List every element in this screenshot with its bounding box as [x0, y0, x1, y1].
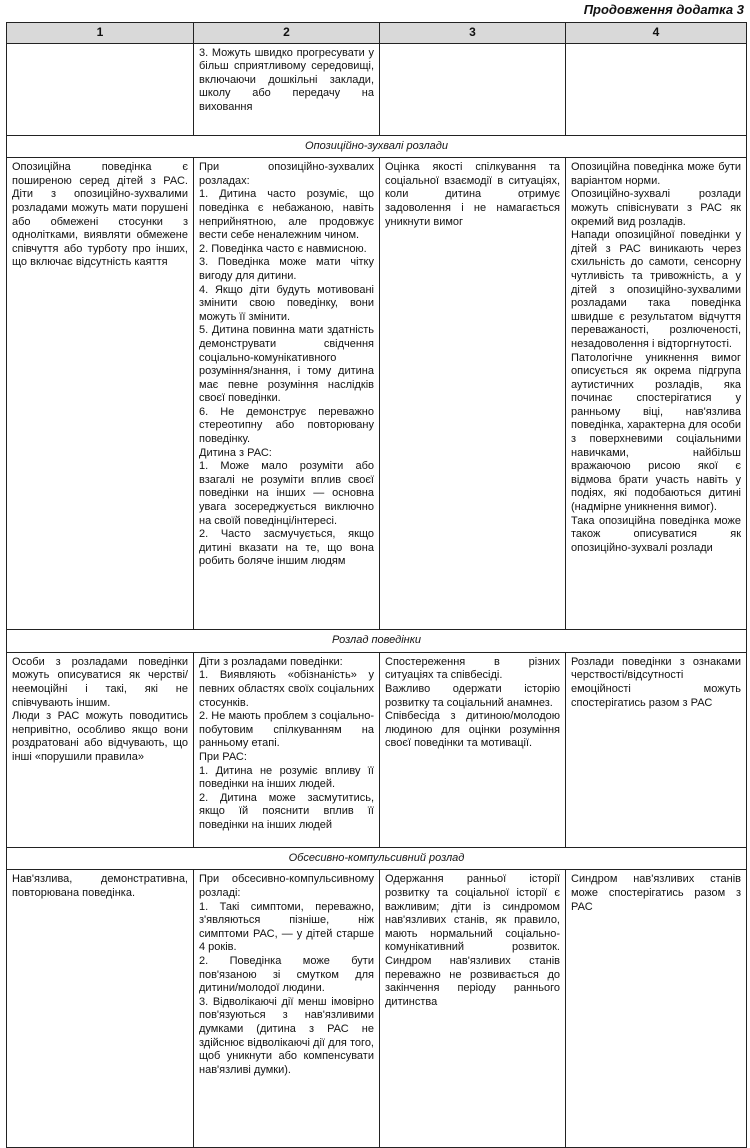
- cell-paragraph: Така опозиційна поведінка може також описуватися як опозиційно-зухвалі розлади: [571, 514, 741, 554]
- section-title: Опозиційно-зухвалі розлади: [7, 135, 747, 158]
- table-row: [7, 870, 747, 1148]
- cell-paragraph: Розлади поведінки з ознаками черствості/відсутності емоційності можуть спостерігатись разом з РАС: [571, 655, 741, 709]
- table-cell: [194, 43, 380, 135]
- column-header: 1: [7, 23, 194, 44]
- cell-paragraph: 2. Часто засмучується, якщо дитині вказати на те, що вона робить боляче іншим людям: [199, 528, 374, 568]
- table-cell: [194, 870, 380, 1148]
- cell-paragraph: Нав'язлива, демонстративна, повторювана поведінка.: [12, 873, 188, 899]
- table-body: [7, 43, 747, 1148]
- table-cell: [7, 43, 194, 135]
- table-cell: [7, 652, 194, 847]
- cell-paragraph: Напади опозиційної поведінки у дітей з РАС виникають через схильність до самоти, сенсорну чутливість та тривожність, а у дітей з опозиційно-зухвалими розладами така поведінка швидше є результатом відчуття переважаності, розлюченості, незадоволення і відторгнутості.: [571, 229, 741, 350]
- cell-paragraph: 1. Такі симптоми, переважно, з'являються пізніше, ніж симптоми РАС, — у дітей старше 4 років.: [199, 900, 374, 954]
- cell-paragraph: 1. Дитина часто розуміє, що поведінка є небажаною, навіть неприйнятною, але продовжує вести себе неналежним чином.: [199, 188, 374, 242]
- cell-paragraph: Співбесіда з дитиною/молодою людиною для оцінки розуміння своєї поведінки та мотивації.: [385, 710, 560, 750]
- cell-paragraph: Важливо одержати історію розвитку та соціальний анамнез.: [385, 682, 560, 709]
- cell-paragraph: 1. Дитина не розуміє впливу її поведінки на інших людей.: [199, 764, 374, 791]
- cell-paragraph: 4. Якщо діти будуть мотивовані змінити свою поведінку, вони можуть її змінити.: [199, 283, 374, 323]
- cell-paragraph: Особи з розладами поведінки можуть описуватися як черстві/неемоційні і такі, які не співчувають іншим.: [12, 655, 188, 709]
- section-title: Розлад поведінки: [7, 630, 747, 653]
- table-row: [7, 158, 747, 630]
- cell-paragraph: При РАС:: [199, 750, 247, 763]
- table-cell: [566, 43, 747, 135]
- table-row: [7, 652, 747, 847]
- cell-paragraph: 6. Не демонструє переважно стереотипну або повторювану поведінку.: [199, 405, 374, 446]
- header-row: [7, 23, 747, 44]
- cell-paragraph: Люди з РАС можуть поводитись непривітно, особливо якщо вони роздратовані або відчувають, що інші «порушили правила»: [12, 710, 188, 763]
- table-cell: [7, 870, 194, 1148]
- cell-paragraph: 3. Можуть швидко прогресувати у більш сприятливому середовищі, включаючи дошкільні заклади, школу або передачу на виховання: [199, 46, 374, 113]
- cell-paragraph: Одержання ранньої історії розвитку та соціальної історії є важливим; діти із синдромом нав'язливих станів, як правило, мають нормальний соціально-комунікативний розвиток. Синдром нав'язливих станів переважно не розвивається до закінчення періоду раннього дитинства: [385, 873, 560, 1008]
- cell-paragraph: При обсесивно-компульсивному розладі:: [199, 873, 374, 899]
- cell-paragraph: 3. Поведінка може мати чітку вигоду для дитини.: [199, 256, 374, 282]
- cell-paragraph: Оцінка якості спілкування та соціальної взаємодії в ситуаціях, коли дитина отримує задоволення і не намагається уникнути вимог: [385, 161, 560, 228]
- table-cell: [194, 652, 380, 847]
- cell-paragraph: Патологічне уникнення вимог описується як окрема підгрупа аутистичних розладів, яка починає спостерігатися у ранньому віці, нав'язлива поведінка, характерна для особи з поверхневими соціальними навичками, найбільш вражаючою рисою якої є відмова брати участь навіть у подіях, які подобаються дитині (надмірне уникнення вимог).: [571, 351, 741, 514]
- column-header: 3: [380, 23, 566, 44]
- column-header: 4: [566, 23, 747, 44]
- section-row: [7, 847, 747, 870]
- cell-paragraph: 2. Дитина може засмутитись, якщо їй пояснити вплив її поведінки на інших людей: [199, 791, 374, 831]
- table-cell: [380, 870, 566, 1148]
- cell-paragraph: Дитина з РАС:: [199, 446, 272, 459]
- cell-paragraph: Опозиційна поведінка є поширеною серед дітей з РАС. Діти з опозиційно-зухвалими розладами можуть мати порушені або обмежені стосунки з однолітками, виявляти обмежене співчуття або турботу про інших, що включає відсутність каяття: [12, 161, 188, 269]
- cell-paragraph: 1. Може мало розуміти або взагалі не розуміти вплив своєї поведінки на інших — основна увага зосереджується виключно на своїй поведінці/інтересі.: [199, 460, 374, 527]
- table-cell: [380, 158, 566, 630]
- table-cell: [566, 870, 747, 1148]
- cell-paragraph: При опозиційно-зухвалих розладах:: [199, 161, 374, 187]
- cell-paragraph: Спостереження в різних ситуаціях та співбесіді.: [385, 655, 560, 682]
- table-cell: [380, 652, 566, 847]
- cell-paragraph: 2. Не мають проблем з соціально-побутовим спілкуванням на ранньому етапі.: [199, 710, 374, 750]
- column-header: 2: [194, 23, 380, 44]
- cell-paragraph: Синдром нав'язливих станів може спостерігатись разом з РАС: [571, 873, 741, 913]
- section-row: [7, 630, 747, 653]
- cell-paragraph: 2. Поведінка може бути пов'язаною зі смутком для дитини/молодої людини.: [199, 954, 374, 995]
- cell-paragraph: Опозиційно-зухвалі розлади можуть співіснувати з РАС як окремий вид розладів.: [571, 188, 741, 228]
- cell-paragraph: 1. Виявляють «обізнаність» у певних областях своїх соціальних стосунків.: [199, 669, 374, 709]
- cell-paragraph: Опозиційна поведінка може бути варіантом норми.: [571, 161, 741, 187]
- table-cell: [194, 158, 380, 630]
- table-row: [7, 43, 747, 135]
- table-cell: [566, 158, 747, 630]
- page-title: Продовження додатка 3: [583, 2, 744, 17]
- section-title: Обсесивно-компульсивний розлад: [7, 847, 747, 870]
- table-cell: [7, 158, 194, 630]
- section-row: [7, 135, 747, 158]
- differential-table: [6, 22, 747, 1148]
- cell-paragraph: Діти з розладами поведінки:: [199, 655, 343, 668]
- table-cell: [380, 43, 566, 135]
- table-cell: [566, 652, 747, 847]
- cell-paragraph: 2. Поведінка часто є навмисною.: [199, 242, 367, 255]
- cell-paragraph: 3. Відволікаючі дії менш імовірно пов'язуються з нав'язливими думками (дитина з РАС не здійснює відволікаючі дії для того, щоб уникнути або компенсувати нав'язливі думки).: [199, 995, 374, 1076]
- cell-paragraph: 5. Дитина повинна мати здатність демонструвати свідчення соціально-комунікативного розуміння/знання, і тому дитина має певне розуміння наслідків своєї поведінки.: [199, 324, 374, 405]
